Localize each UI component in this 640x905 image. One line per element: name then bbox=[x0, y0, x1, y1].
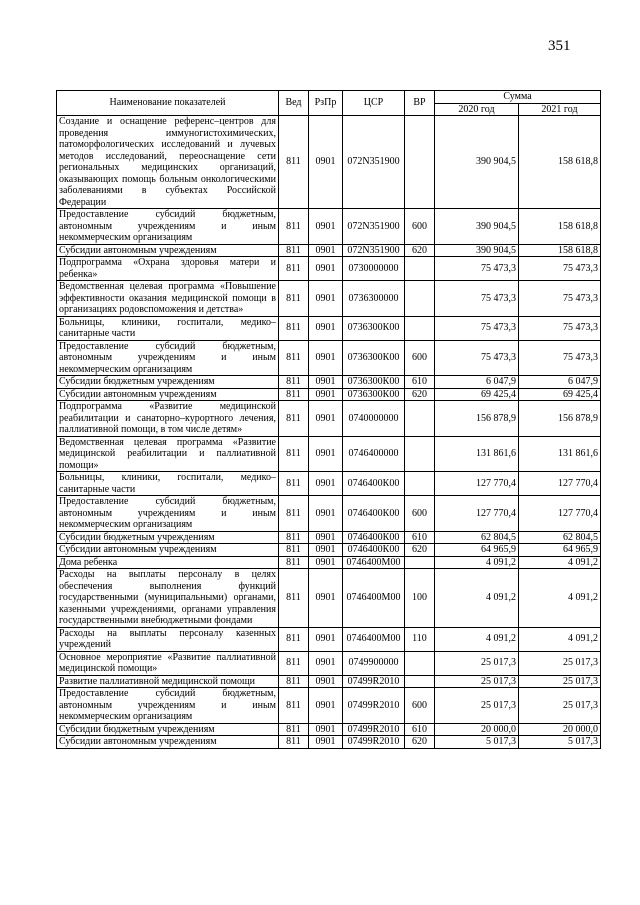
row-name: Предоставление субсидий бюджетным, автономным учреждениям и иным некоммерческим организациям bbox=[57, 496, 279, 532]
row-name: Развитие паллиативной медицинской помощи bbox=[57, 675, 279, 688]
header-rzpr: РзПр bbox=[309, 91, 343, 116]
row-sum-2020: 390 904,5 bbox=[435, 209, 519, 245]
row-sum-2021: 62 804,5 bbox=[519, 531, 601, 544]
row-vr: 620 bbox=[405, 544, 435, 557]
row-sum-2021: 5 017,3 bbox=[519, 736, 601, 749]
row-sum-2021: 25 017,3 bbox=[519, 688, 601, 724]
row-csr: 07499R2010 bbox=[343, 736, 405, 749]
row-sum-2021: 69 425,4 bbox=[519, 388, 601, 401]
row-name: Расходы на выплаты персоналу в целях обеспечения выполнения функций государственными (муниципальными) органами, казенными учреждениями, органами управления государственными внебюджетными фондами bbox=[57, 569, 279, 628]
row-rzpr: 0901 bbox=[309, 688, 343, 724]
row-csr: 0736300К00 bbox=[343, 376, 405, 389]
row-vr: 620 bbox=[405, 736, 435, 749]
table-row bbox=[57, 472, 601, 496]
row-ved: 811 bbox=[279, 736, 309, 749]
row-rzpr: 0901 bbox=[309, 257, 343, 281]
row-ved: 811 bbox=[279, 651, 309, 675]
row-rzpr: 0901 bbox=[309, 651, 343, 675]
row-name: Дома ребенка bbox=[57, 556, 279, 569]
table-row bbox=[57, 388, 601, 401]
row-name: Субсидии автономным учреждениям bbox=[57, 736, 279, 749]
row-sum-2021: 75 473,3 bbox=[519, 281, 601, 317]
row-name: Субсидии бюджетным учреждениям bbox=[57, 723, 279, 736]
row-csr: 0746400М00 bbox=[343, 556, 405, 569]
row-rzpr: 0901 bbox=[309, 376, 343, 389]
table-row bbox=[57, 556, 601, 569]
row-ved: 811 bbox=[279, 569, 309, 628]
table-row bbox=[57, 436, 601, 472]
row-sum-2021: 25 017,3 bbox=[519, 651, 601, 675]
row-vr: 610 bbox=[405, 531, 435, 544]
row-vr bbox=[405, 651, 435, 675]
row-csr: 0736300К00 bbox=[343, 340, 405, 376]
row-rzpr: 0901 bbox=[309, 723, 343, 736]
row-csr: 07499R2010 bbox=[343, 723, 405, 736]
row-ved: 811 bbox=[279, 116, 309, 209]
row-sum-2020: 20 000,0 bbox=[435, 723, 519, 736]
row-rzpr: 0901 bbox=[309, 281, 343, 317]
row-sum-2020: 390 904,5 bbox=[435, 116, 519, 209]
row-vr bbox=[405, 316, 435, 340]
row-csr: 0746400К00 bbox=[343, 531, 405, 544]
table-row bbox=[57, 257, 601, 281]
row-vr: 600 bbox=[405, 209, 435, 245]
row-name: Основное мероприятие «Развитие паллиативной медицинской помощи» bbox=[57, 651, 279, 675]
row-vr: 620 bbox=[405, 244, 435, 257]
table-row bbox=[57, 376, 601, 389]
row-sum-2021: 158 618,8 bbox=[519, 244, 601, 257]
row-name: Субсидии бюджетным учреждениям bbox=[57, 376, 279, 389]
table-row bbox=[57, 316, 601, 340]
table-row bbox=[57, 688, 601, 724]
header-summa: Сумма bbox=[435, 91, 601, 104]
row-sum-2021: 6 047,9 bbox=[519, 376, 601, 389]
row-sum-2020: 25 017,3 bbox=[435, 675, 519, 688]
row-vr bbox=[405, 281, 435, 317]
row-ved: 811 bbox=[279, 257, 309, 281]
row-rzpr: 0901 bbox=[309, 436, 343, 472]
row-ved: 811 bbox=[279, 376, 309, 389]
row-vr: 600 bbox=[405, 688, 435, 724]
row-vr: 600 bbox=[405, 340, 435, 376]
row-sum-2021: 64 965,9 bbox=[519, 544, 601, 557]
row-csr: 072N351900 bbox=[343, 244, 405, 257]
row-rzpr: 0901 bbox=[309, 340, 343, 376]
row-sum-2020: 4 091,2 bbox=[435, 556, 519, 569]
row-sum-2021: 20 000,0 bbox=[519, 723, 601, 736]
row-csr: 0736300К00 bbox=[343, 388, 405, 401]
row-ved: 811 bbox=[279, 436, 309, 472]
row-sum-2020: 5 017,3 bbox=[435, 736, 519, 749]
row-ved: 811 bbox=[279, 627, 309, 651]
row-sum-2020: 156 878,9 bbox=[435, 401, 519, 437]
row-rzpr: 0901 bbox=[309, 116, 343, 209]
row-sum-2020: 25 017,3 bbox=[435, 651, 519, 675]
budget-table bbox=[56, 90, 601, 749]
row-sum-2021: 75 473,3 bbox=[519, 316, 601, 340]
row-sum-2021: 158 618,8 bbox=[519, 116, 601, 209]
row-sum-2020: 390 904,5 bbox=[435, 244, 519, 257]
row-rzpr: 0901 bbox=[309, 388, 343, 401]
row-sum-2020: 4 091,2 bbox=[435, 569, 519, 628]
row-sum-2021: 158 618,8 bbox=[519, 209, 601, 245]
header-2021: 2021 год bbox=[519, 103, 601, 116]
row-rzpr: 0901 bbox=[309, 531, 343, 544]
row-name: Предоставление субсидий бюджетным, автономным учреждениям и иным некоммерческим организациям bbox=[57, 340, 279, 376]
row-csr: 0746400М00 bbox=[343, 569, 405, 628]
row-csr: 0746400К00 bbox=[343, 544, 405, 557]
row-ved: 811 bbox=[279, 209, 309, 245]
row-csr: 0746400М00 bbox=[343, 627, 405, 651]
row-rzpr: 0901 bbox=[309, 401, 343, 437]
table-row bbox=[57, 569, 601, 628]
row-rzpr: 0901 bbox=[309, 556, 343, 569]
row-ved: 811 bbox=[279, 531, 309, 544]
row-csr: 0746400000 bbox=[343, 436, 405, 472]
table-row bbox=[57, 496, 601, 532]
table-row bbox=[57, 281, 601, 317]
table-row bbox=[57, 244, 601, 257]
table-body bbox=[57, 116, 601, 749]
header-2020: 2020 год bbox=[435, 103, 519, 116]
row-rzpr: 0901 bbox=[309, 736, 343, 749]
row-vr: 600 bbox=[405, 496, 435, 532]
row-csr: 07499R2010 bbox=[343, 688, 405, 724]
row-sum-2020: 75 473,3 bbox=[435, 316, 519, 340]
row-rzpr: 0901 bbox=[309, 569, 343, 628]
row-ved: 811 bbox=[279, 496, 309, 532]
row-rzpr: 0901 bbox=[309, 209, 343, 245]
row-name: Ведомственная целевая программа «Повышение эффективности оказания медицинской помощи в организациях родовспоможения и детства» bbox=[57, 281, 279, 317]
row-rzpr: 0901 bbox=[309, 472, 343, 496]
row-vr bbox=[405, 257, 435, 281]
row-csr: 07499R2010 bbox=[343, 675, 405, 688]
row-sum-2021: 131 861,6 bbox=[519, 436, 601, 472]
row-ved: 811 bbox=[279, 316, 309, 340]
row-sum-2020: 75 473,3 bbox=[435, 281, 519, 317]
row-sum-2021: 4 091,2 bbox=[519, 627, 601, 651]
table-row bbox=[57, 544, 601, 557]
row-vr: 620 bbox=[405, 388, 435, 401]
row-csr: 0736300000 bbox=[343, 281, 405, 317]
row-vr: 100 bbox=[405, 569, 435, 628]
row-sum-2021: 127 770,4 bbox=[519, 472, 601, 496]
row-rzpr: 0901 bbox=[309, 244, 343, 257]
row-rzpr: 0901 bbox=[309, 544, 343, 557]
row-vr bbox=[405, 556, 435, 569]
row-sum-2020: 131 861,6 bbox=[435, 436, 519, 472]
row-ved: 811 bbox=[279, 244, 309, 257]
row-ved: 811 bbox=[279, 688, 309, 724]
row-sum-2020: 6 047,9 bbox=[435, 376, 519, 389]
table-header bbox=[57, 91, 601, 116]
table-row bbox=[57, 401, 601, 437]
row-sum-2020: 4 091,2 bbox=[435, 627, 519, 651]
row-sum-2020: 62 804,5 bbox=[435, 531, 519, 544]
row-vr bbox=[405, 401, 435, 437]
row-vr bbox=[405, 472, 435, 496]
row-ved: 811 bbox=[279, 544, 309, 557]
row-ved: 811 bbox=[279, 401, 309, 437]
row-vr bbox=[405, 675, 435, 688]
row-rzpr: 0901 bbox=[309, 496, 343, 532]
row-name: Расходы на выплаты персоналу казенных учреждений bbox=[57, 627, 279, 651]
row-sum-2021: 156 878,9 bbox=[519, 401, 601, 437]
row-name: Больницы, клиники, госпитали, медико–санитарные части bbox=[57, 472, 279, 496]
header-csr: ЦСР bbox=[343, 91, 405, 116]
row-ved: 811 bbox=[279, 675, 309, 688]
header-ved: Вед bbox=[279, 91, 309, 116]
row-ved: 811 bbox=[279, 556, 309, 569]
row-sum-2021: 4 091,2 bbox=[519, 556, 601, 569]
row-vr: 110 bbox=[405, 627, 435, 651]
table-row bbox=[57, 736, 601, 749]
row-sum-2020: 127 770,4 bbox=[435, 496, 519, 532]
row-ved: 811 bbox=[279, 340, 309, 376]
row-csr: 0740000000 bbox=[343, 401, 405, 437]
row-csr: 072N351900 bbox=[343, 116, 405, 209]
row-vr: 610 bbox=[405, 723, 435, 736]
row-sum-2020: 75 473,3 bbox=[435, 340, 519, 376]
row-sum-2021: 4 091,2 bbox=[519, 569, 601, 628]
row-name: Субсидии бюджетным учреждениям bbox=[57, 531, 279, 544]
row-name: Ведомственная целевая программа «Развитие медицинской реабилитации и паллиативной помощи» bbox=[57, 436, 279, 472]
row-name: Подпрограмма «Охрана здоровья матери и ребенка» bbox=[57, 257, 279, 281]
row-name: Субсидии автономным учреждениям bbox=[57, 544, 279, 557]
row-name: Больницы, клиники, госпитали, медико–санитарные части bbox=[57, 316, 279, 340]
page-number: 351 bbox=[548, 38, 571, 54]
table-row bbox=[57, 340, 601, 376]
row-csr: 0746400К00 bbox=[343, 496, 405, 532]
row-ved: 811 bbox=[279, 472, 309, 496]
row-sum-2021: 75 473,3 bbox=[519, 257, 601, 281]
table-row bbox=[57, 209, 601, 245]
row-rzpr: 0901 bbox=[309, 675, 343, 688]
row-sum-2020: 69 425,4 bbox=[435, 388, 519, 401]
row-sum-2020: 127 770,4 bbox=[435, 472, 519, 496]
row-vr: 610 bbox=[405, 376, 435, 389]
row-csr: 0746400К00 bbox=[343, 472, 405, 496]
row-sum-2021: 25 017,3 bbox=[519, 675, 601, 688]
row-sum-2021: 75 473,3 bbox=[519, 340, 601, 376]
table-row bbox=[57, 116, 601, 209]
table-row bbox=[57, 651, 601, 675]
row-csr: 0749900000 bbox=[343, 651, 405, 675]
row-ved: 811 bbox=[279, 281, 309, 317]
table-row bbox=[57, 627, 601, 651]
row-rzpr: 0901 bbox=[309, 316, 343, 340]
table-row bbox=[57, 723, 601, 736]
row-sum-2021: 127 770,4 bbox=[519, 496, 601, 532]
header-vr: ВР bbox=[405, 91, 435, 116]
row-name: Субсидии автономным учреждениям bbox=[57, 244, 279, 257]
row-name: Подпрограмма «Развитие медицинской реабилитации и санаторно–курортного лечения, паллиативной помощи, в том числе детям» bbox=[57, 401, 279, 437]
header-name: Наименование показателей bbox=[57, 91, 279, 116]
row-sum-2020: 25 017,3 bbox=[435, 688, 519, 724]
row-name: Субсидии автономным учреждениям bbox=[57, 388, 279, 401]
row-name: Предоставление субсидий бюджетным, автономным учреждениям и иным некоммерческим организациям bbox=[57, 209, 279, 245]
row-csr: 0736300К00 bbox=[343, 316, 405, 340]
row-ved: 811 bbox=[279, 388, 309, 401]
row-rzpr: 0901 bbox=[309, 627, 343, 651]
row-vr bbox=[405, 436, 435, 472]
row-vr bbox=[405, 116, 435, 209]
row-csr: 0730000000 bbox=[343, 257, 405, 281]
row-sum-2020: 64 965,9 bbox=[435, 544, 519, 557]
table-row bbox=[57, 531, 601, 544]
row-name: Предоставление субсидий бюджетным, автономным учреждениям и иным некоммерческим организациям bbox=[57, 688, 279, 724]
row-ved: 811 bbox=[279, 723, 309, 736]
row-name: Создание и оснащение референс–центров для проведения иммуногистохимических, патоморфологических исследований и лучевых методов исследований, переоснащение сети региональных медицинских организаций, оказывающих помощь больным онкологическими заболеваниями в субъектах Российской Федерации bbox=[57, 116, 279, 209]
row-sum-2020: 75 473,3 bbox=[435, 257, 519, 281]
row-csr: 072N351900 bbox=[343, 209, 405, 245]
table-row bbox=[57, 675, 601, 688]
